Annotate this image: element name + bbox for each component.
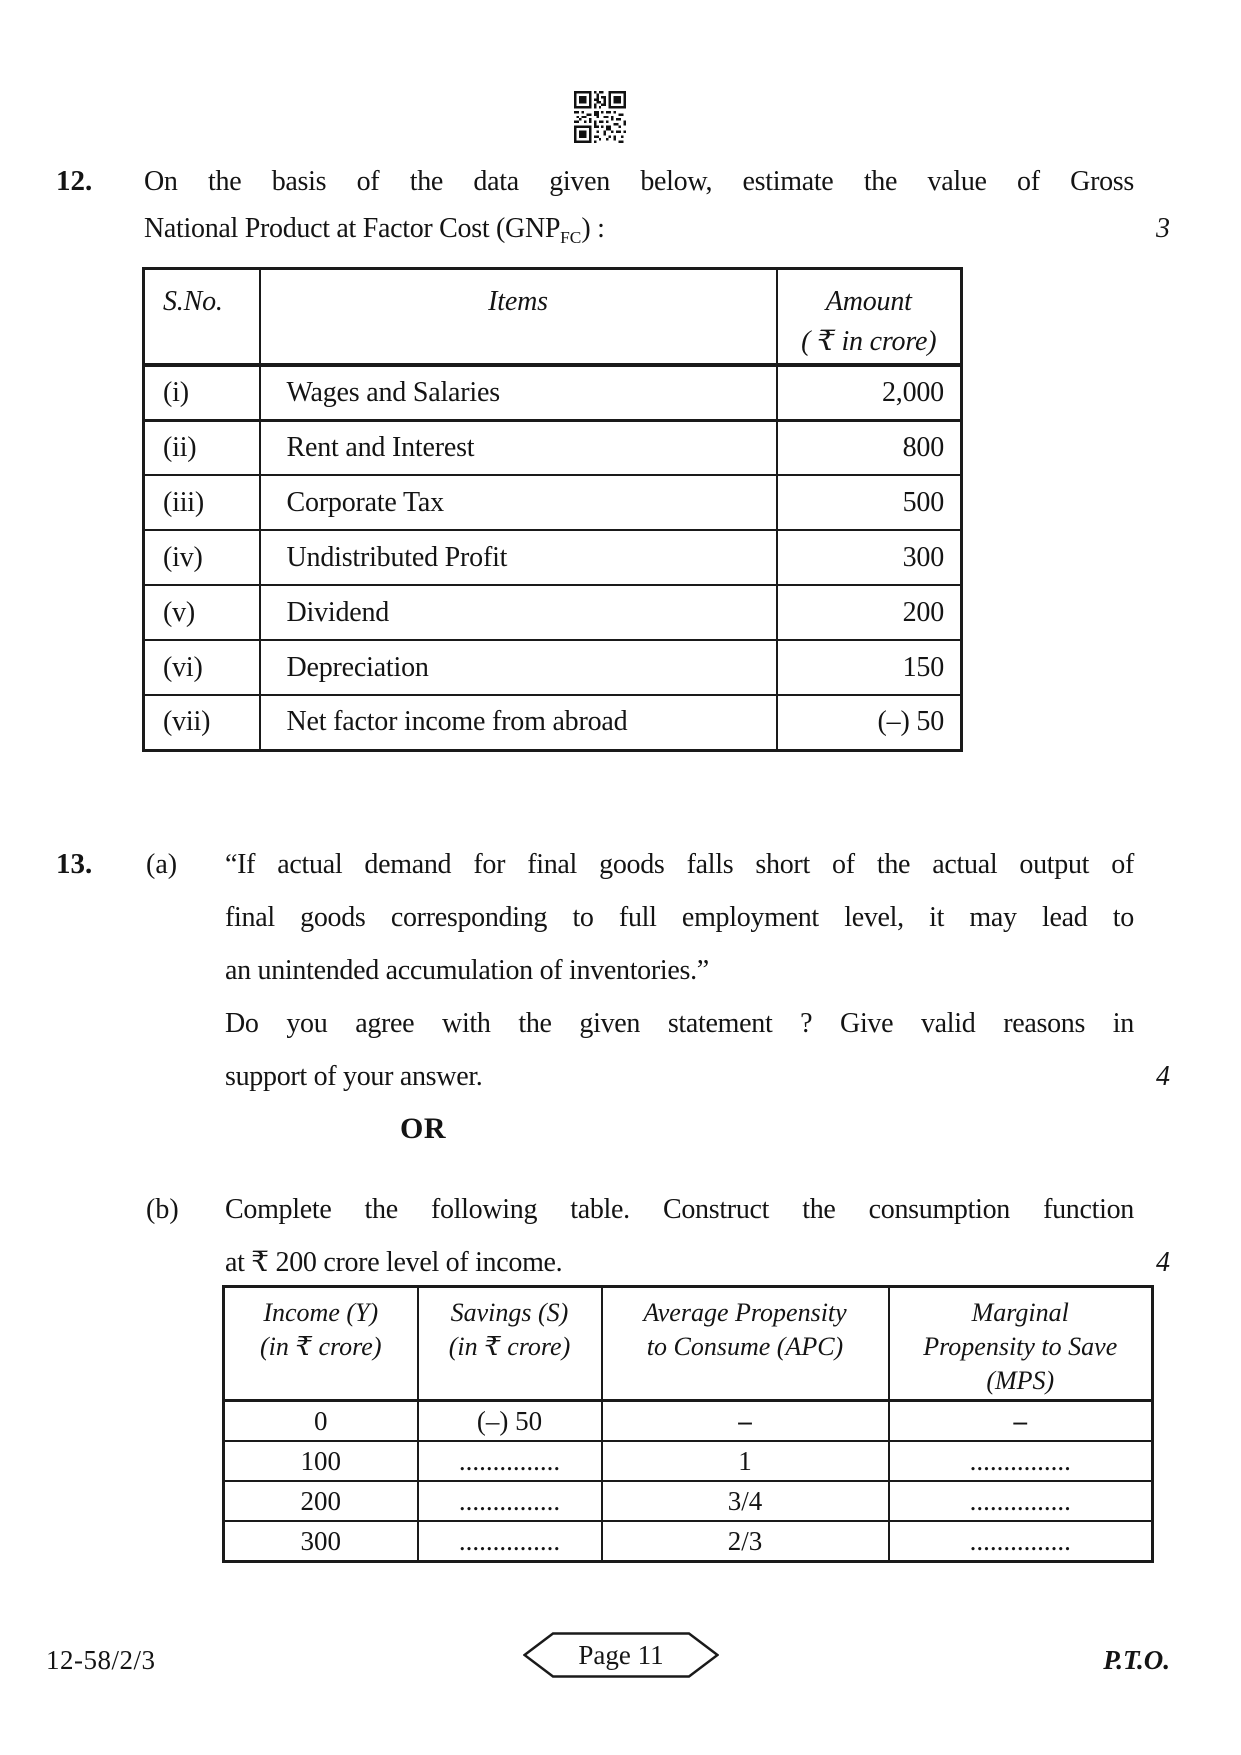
row-sno: (iii): [144, 475, 260, 530]
income-cell: 300: [224, 1521, 418, 1562]
apc-cell: –: [602, 1401, 889, 1442]
gnp-header-sno: S.No.: [144, 269, 260, 366]
row-item: Dividend: [260, 585, 777, 640]
row-sno: (iv): [144, 530, 260, 585]
mps-cell: ...............: [889, 1521, 1153, 1562]
table-row: [144, 695, 962, 750]
paper-code: 12-58/2/3: [46, 1645, 156, 1675]
row-amount: 300: [777, 530, 962, 585]
table-row: [224, 1521, 1153, 1562]
q13a-line-1: “If actual demand for final goods falls short of the actual output of: [225, 849, 1134, 880]
consumption-table: [222, 1285, 1154, 1563]
question-13-number: 13.: [56, 848, 93, 880]
header-savings: Savings (S) (in ₹ crore): [418, 1287, 602, 1401]
table-row: [144, 585, 962, 640]
row-sno: (vi): [144, 640, 260, 695]
income-cell: 0: [224, 1401, 418, 1442]
q13a-line-2: final goods corresponding to full employment level, it may lead to: [225, 902, 1134, 933]
apc-cell: 3/4: [602, 1481, 889, 1521]
apc-cell: 2/3: [602, 1521, 889, 1562]
table-row: [224, 1481, 1153, 1521]
table-row: [144, 475, 962, 530]
row-sno: (vii): [144, 695, 260, 750]
page-number-badge: [523, 1632, 719, 1678]
gnp-table-header-row: [144, 269, 962, 366]
question-13b-marks: 4: [1156, 1247, 1170, 1278]
qr-code-image: [574, 91, 626, 143]
gnp-fc-subscript: FC: [560, 228, 582, 248]
header-income: Income (Y) (in ₹ crore): [224, 1287, 418, 1401]
row-sno: (ii): [144, 420, 260, 475]
table-row: [224, 1401, 1153, 1442]
row-item: Wages and Salaries: [260, 365, 777, 420]
or-separator: OR: [400, 1112, 446, 1145]
question-13a-text: [225, 838, 1134, 1103]
page-number-label: Page 11: [578, 1640, 664, 1670]
question-13b-text: [225, 1183, 1134, 1289]
savings-cell: ...............: [418, 1521, 602, 1562]
header-apc: Average Propensity to Consume (APC): [602, 1287, 889, 1401]
qr-code: [574, 91, 626, 143]
row-item: Net factor income from abroad: [260, 695, 777, 750]
question-12-line-1: On the basis of the data given below, estimate the value of Gross: [144, 166, 1134, 197]
question-12-text: [144, 158, 1134, 252]
table-row: [144, 530, 962, 585]
table-row: [144, 640, 962, 695]
q13b-line-1: Complete the following table. Construct the consumption function: [225, 1194, 1134, 1225]
row-item: Rent and Interest: [260, 420, 777, 475]
row-amount: 150: [777, 640, 962, 695]
question-12-number: 12.: [56, 165, 93, 197]
q13b-line-2: at ₹ 200 crore level of income.: [225, 1247, 563, 1278]
q13a-line-4: Do you agree with the given statement ? Give valid reasons in: [225, 1008, 1134, 1039]
question-13a-label: (a): [146, 849, 178, 880]
row-amount: 200: [777, 585, 962, 640]
savings-cell: (–) 50: [418, 1401, 602, 1442]
row-sno: (v): [144, 585, 260, 640]
q13a-line-5: support of your answer.: [225, 1061, 483, 1092]
row-amount: (–) 50: [777, 695, 962, 750]
table-row: [144, 365, 962, 420]
row-amount: 2,000: [777, 365, 962, 420]
row-amount: 800: [777, 420, 962, 475]
gnp-header-items: Items: [260, 269, 777, 366]
row-item: Depreciation: [260, 640, 777, 695]
consumption-table-header-row: [224, 1287, 1153, 1401]
question-12-marks: 3: [1156, 213, 1170, 244]
table-row: [224, 1441, 1153, 1481]
savings-cell: ...............: [418, 1441, 602, 1481]
pto-label: P.T.O.: [1103, 1645, 1170, 1675]
mps-cell: –: [889, 1401, 1153, 1442]
mps-cell: ...............: [889, 1481, 1153, 1521]
savings-cell: ...............: [418, 1481, 602, 1521]
row-item: Corporate Tax: [260, 475, 777, 530]
gnp-header-amount: Amount ( ₹ in crore): [777, 269, 962, 366]
question-13a-marks: 4: [1156, 1061, 1170, 1092]
row-item: Undistributed Profit: [260, 530, 777, 585]
q13a-line-3: an unintended accumulation of inventories.”: [225, 955, 709, 986]
row-sno: (i): [144, 365, 260, 420]
row-amount: 500: [777, 475, 962, 530]
mps-cell: ...............: [889, 1441, 1153, 1481]
question-13b-label: (b): [146, 1194, 179, 1225]
question-12-line-2: National Product at Factor Cost $(GNP_{FC})$ :: [144, 213, 605, 248]
table-row: [144, 420, 962, 475]
apc-cell: 1: [602, 1441, 889, 1481]
header-mps: Marginal Propensity to Save (MPS): [889, 1287, 1153, 1401]
gnp-data-table: [142, 267, 963, 752]
income-cell: 100: [224, 1441, 418, 1481]
income-cell: 200: [224, 1481, 418, 1521]
